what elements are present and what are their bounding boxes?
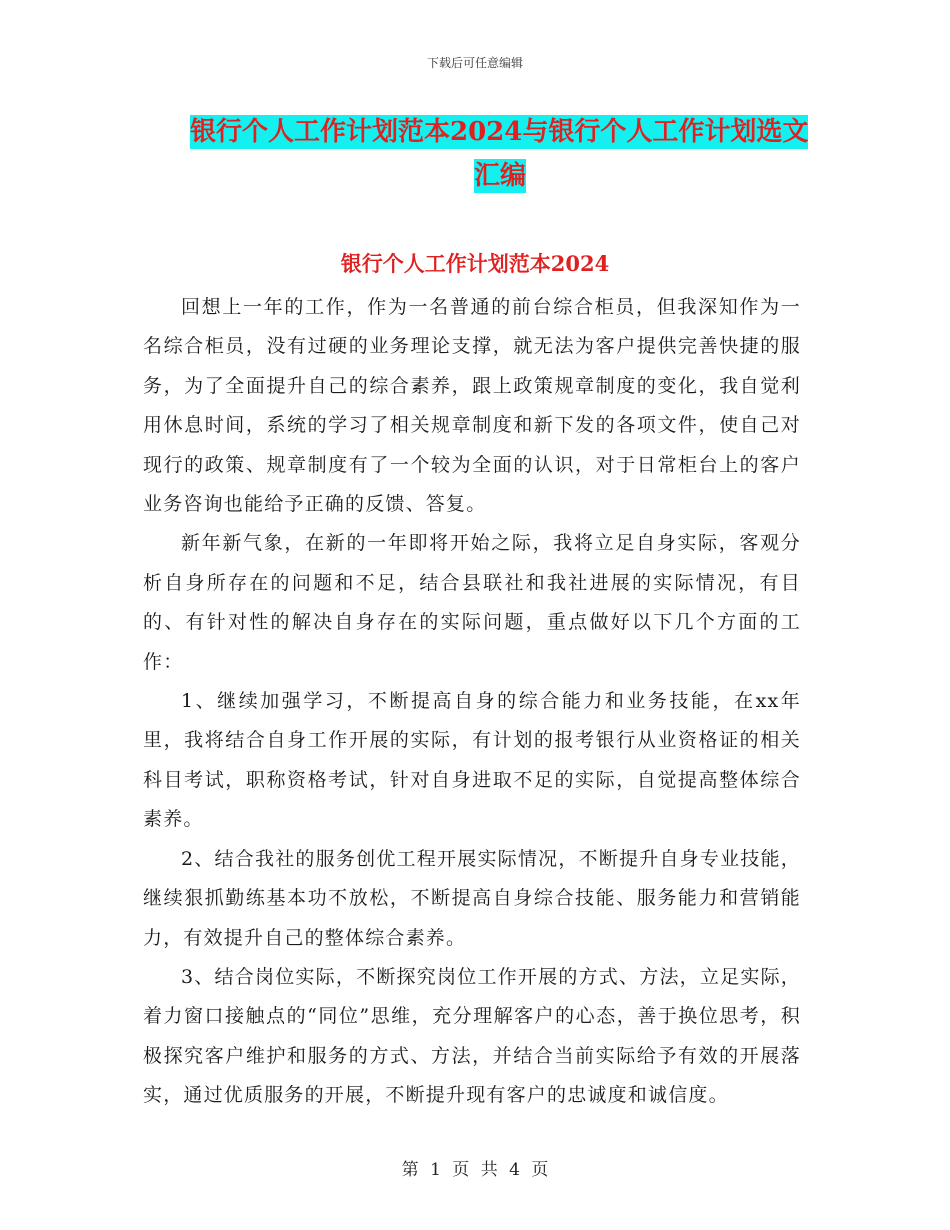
title-highlight-2: 汇编 (473, 161, 526, 191)
body-text (143, 288, 801, 1116)
section-title: 银行个人工作计划范本2024 (340, 251, 610, 276)
document-title-line1 (190, 110, 810, 154)
paragraph: 2、结合我社的服务创优工程开展实际情况，不断提升自身专业技能，继续狠抓勤练基本功不放松，不断提高自身综合技能、服务能力和营销能力，有效提升自己的整体综合素养。 (143, 847, 801, 949)
document-title (190, 110, 810, 198)
paragraph: 回想上一年的工作，作为一名普通的前台综合柜员，但我深知作为一名综合柜员，没有过硬的业务理论支撑，就无法为客户提供完善快捷的服务，为了全面提升自己的综合素养，跟上政策规章制度的变化，我自觉利用休息时间，系统的学习了相关规章制度和新下发的各项文件，使自己对现行的政策、规章制度有了一个较为全面的认识，对于日常柜台上的客户业务咨询也能给予正确的反馈、答复。 (143, 296, 801, 516)
paragraph: 3、结合岗位实际，不断探究岗位工作开展的方式、方法，立足实际，着力窗口接触点的“同位”思维，充分理解客户的心态，善于换位思考，积极探究客户维护和服务的方式、方法，并结合当前实际给予有效的开展落实，通过优质服务的开展，不断提升现有客户的忠诚度和诚信度。 (143, 965, 801, 1107)
document-title-line2 (190, 154, 810, 198)
header-note: 下载后可任意编辑 (426, 56, 523, 70)
paragraph: 1、继续加强学习，不断提高自身的综合能力和业务技能，在xx年里，我将结合自身工作开展的实际，有计划的报考银行从业资格证的相关科目考试，职称资格考试，针对自身进取不足的实际，自觉提高整体综合素养。 (143, 690, 801, 831)
page-number-footer: 第 1 页 共 4 页 (401, 1160, 549, 1180)
title-highlight-1: 银行个人工作计划范本2024与银行个人工作计划选文 (190, 117, 809, 147)
paragraph: 新年新气象，在新的一年即将开始之际，我将立足自身实际，客观分析自身所存在的问题和不足，结合县联社和我社进展的实际情况，有目的、有针对性的解决自身存在的实际问题，重点做好以下几个方面的工作： (143, 532, 801, 673)
